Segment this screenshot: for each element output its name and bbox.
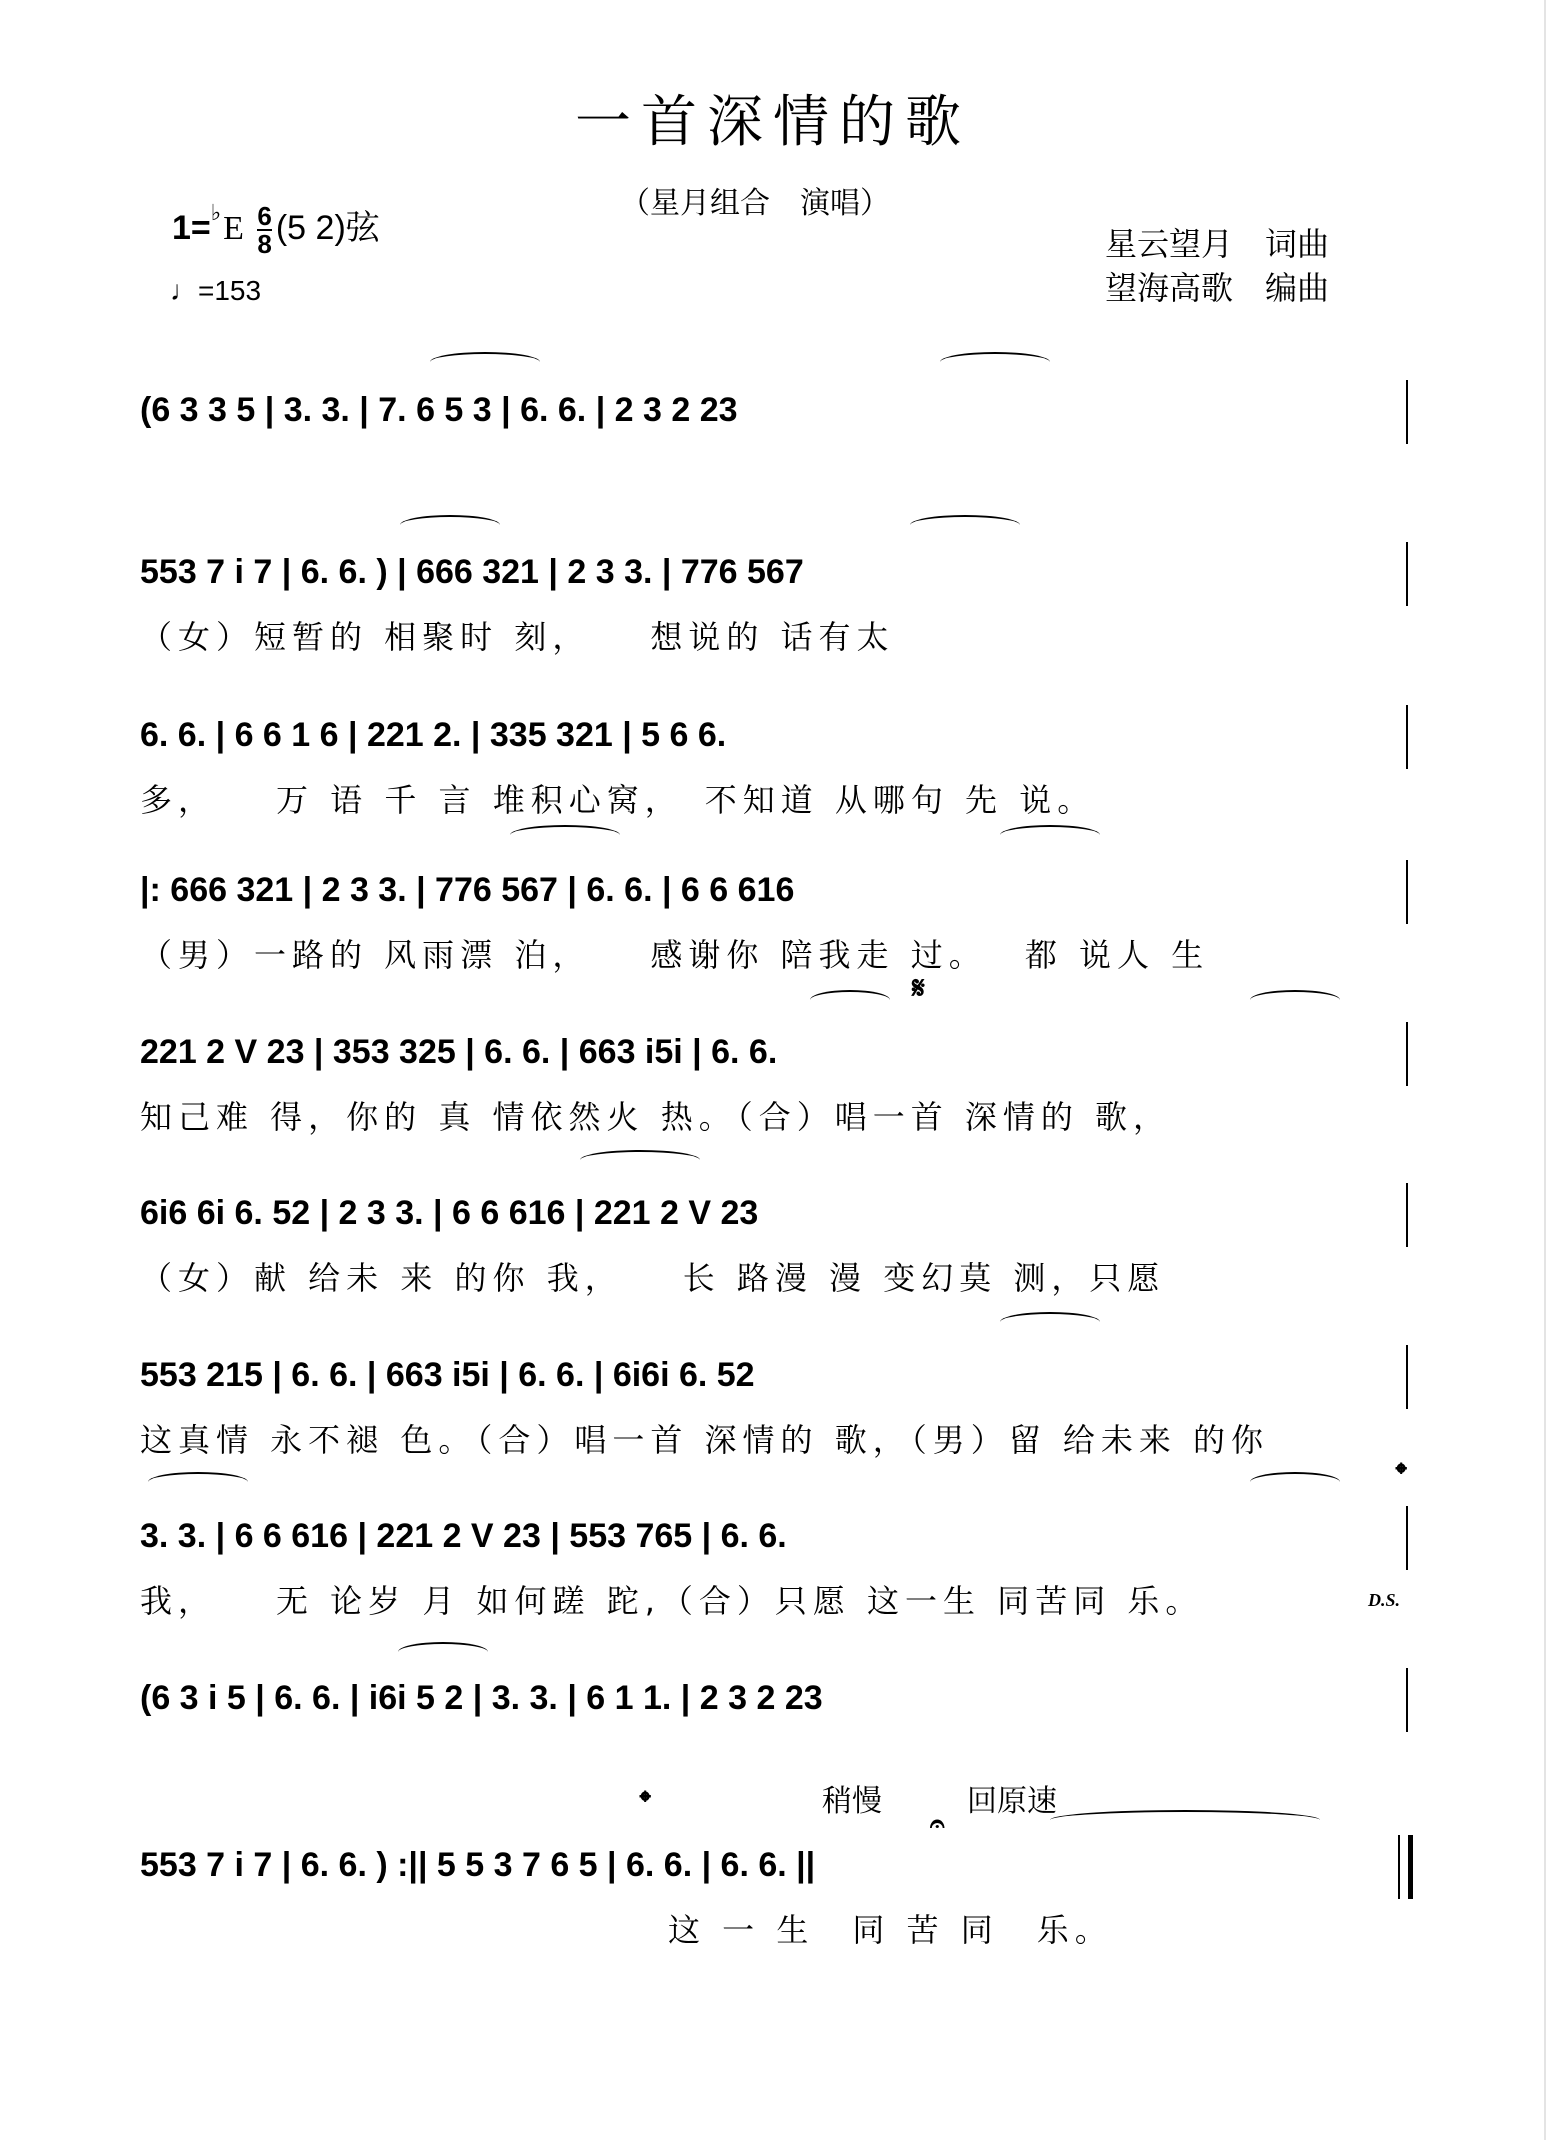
- meter-top: 6: [257, 201, 272, 232]
- quarter-note-icon: ♩: [170, 275, 198, 306]
- time-signature: [257, 201, 272, 260]
- notes: 3. 3. | 6 6 616 | 221 2 V 23 | 553 765 | 6. 6.: [140, 1517, 787, 1555]
- dal-segno-marking: D.S.: [1368, 1590, 1401, 1610]
- barline: [1406, 380, 1408, 444]
- system-4: [140, 860, 1410, 1000]
- barline: [1406, 542, 1408, 606]
- slur: [148, 1472, 248, 1492]
- system-3: [140, 705, 1410, 845]
- tempo-original: 回原速: [967, 1784, 1057, 1819]
- tempo-marking: [170, 275, 261, 307]
- slur: [510, 825, 620, 845]
- key-prefix: 1=: [172, 209, 211, 247]
- notes: (6 3 i 5 | 6. 6. | i6i 5 2 | 3. 3. | 6 1 1. | 2 3 2 23: [140, 1679, 823, 1717]
- barline: [1406, 1345, 1408, 1409]
- slur: [430, 352, 540, 372]
- slur: [398, 1642, 488, 1662]
- notes: 6. 6. | 6 6 1 6 | 221 2. | 335 321 | 5 6 6.: [140, 716, 727, 754]
- barline: [1406, 1506, 1408, 1570]
- system-2: [140, 542, 1410, 682]
- key-letter: E: [223, 210, 244, 247]
- barline: [1406, 1022, 1408, 1086]
- lyrics: 知己难 得，你的 真 情依然火 热。（合）唱一首 深情的 歌，: [140, 1098, 1172, 1136]
- intro-instrument: (5 2)弦: [275, 209, 380, 247]
- slur: [1250, 1472, 1340, 1492]
- barline: [1406, 705, 1408, 769]
- lyrics: 这真情 永不褪 色。（合）唱一首 深情的 歌，（男）留 给未来 的你: [140, 1421, 1270, 1459]
- slur: [910, 515, 1020, 535]
- song-title: 一首深情的歌: [575, 90, 971, 155]
- slur: [810, 990, 890, 1010]
- system-9: [140, 1668, 1410, 1808]
- notes: (6 3 3 5 | 3. 3. | 7. 6 5 3 | 6. 6. | 2 3 2 23: [140, 391, 738, 429]
- fermata-icon: 𝄐: [930, 1808, 945, 1838]
- final-barline: [1398, 1835, 1413, 1899]
- credit-lyrics: 星云望月 词曲: [1105, 225, 1330, 263]
- lyrics: 这 一 生 同 苦 同 乐。: [668, 1911, 1113, 1949]
- lyrics: （女）献 给未 来 的你 我， 长 路漫 漫 变幻莫 测，只愿: [140, 1259, 1166, 1297]
- slur: [1000, 1312, 1100, 1332]
- lyrics: （女）短暂的 相聚时 刻， 想说的 话有太: [140, 618, 895, 656]
- lyrics: 我， 无 论岁 月 如何蹉 跎,（合）只愿 这一生 同苦同 乐。: [140, 1582, 1204, 1620]
- performer: （星月组合 演唱）: [620, 186, 890, 221]
- slur: [580, 1150, 700, 1170]
- credit-arrange: 望海高歌 编曲: [1105, 269, 1330, 307]
- notes: 553 215 | 6. 6. | 663 i5i | 6. 6. | 6i6i 6. 52: [140, 1356, 755, 1394]
- coda-icon-2: 𝄌: [640, 1786, 651, 1819]
- slur: [1050, 1810, 1320, 1830]
- meter-bottom: 8: [257, 229, 272, 260]
- tempo-slower: 稍慢: [822, 1784, 882, 1819]
- system-5: [140, 1022, 1410, 1162]
- system-6: [140, 1183, 1410, 1323]
- slur: [940, 352, 1050, 372]
- notes: 6i6 6i 6. 52 | 2 3 3. | 6 6 616 | 221 2 V 23: [140, 1194, 759, 1232]
- system-1: [140, 380, 1410, 520]
- flat-sign: ♭: [210, 200, 222, 225]
- barline: [1406, 1668, 1408, 1732]
- slur: [1000, 825, 1100, 845]
- system-10: [140, 1835, 1410, 1975]
- lyrics: （男）一路的 风雨漂 泊， 感谢你 陪我走 过。 都 说人 生: [140, 936, 1210, 974]
- segno-icon: 𝄋: [912, 972, 925, 1005]
- slur: [1250, 990, 1340, 1010]
- slur: [400, 515, 500, 535]
- notes: 553 7 i 7 | 6. 6. ) :|| 5 5 3 7 6 5 | 6. 6. | 6. 6. ||: [140, 1846, 816, 1884]
- notes: 221 2 V 23 | 353 325 | 6. 6. | 663 i5i | 6. 6.: [140, 1033, 778, 1071]
- lyrics: 多， 万 语 千 言 堆积心窝， 不知道 从哪句 先 说。: [140, 781, 1096, 819]
- notes: 553 7 i 7 | 6. 6. ) | 666 321 | 2 3 3. | 776 567: [140, 553, 804, 591]
- barline: [1406, 1183, 1408, 1247]
- key-signature: [172, 200, 380, 260]
- credits: [1105, 222, 1329, 310]
- coda-icon: 𝄌: [1396, 1458, 1407, 1491]
- system-8: [140, 1506, 1410, 1646]
- system-7: [140, 1345, 1410, 1485]
- barline: [1406, 860, 1408, 924]
- tempo-value: =153: [198, 275, 262, 306]
- notes: |: 666 321 | 2 3 3. | 776 567 | 6. 6. | 6 6 616: [140, 871, 795, 909]
